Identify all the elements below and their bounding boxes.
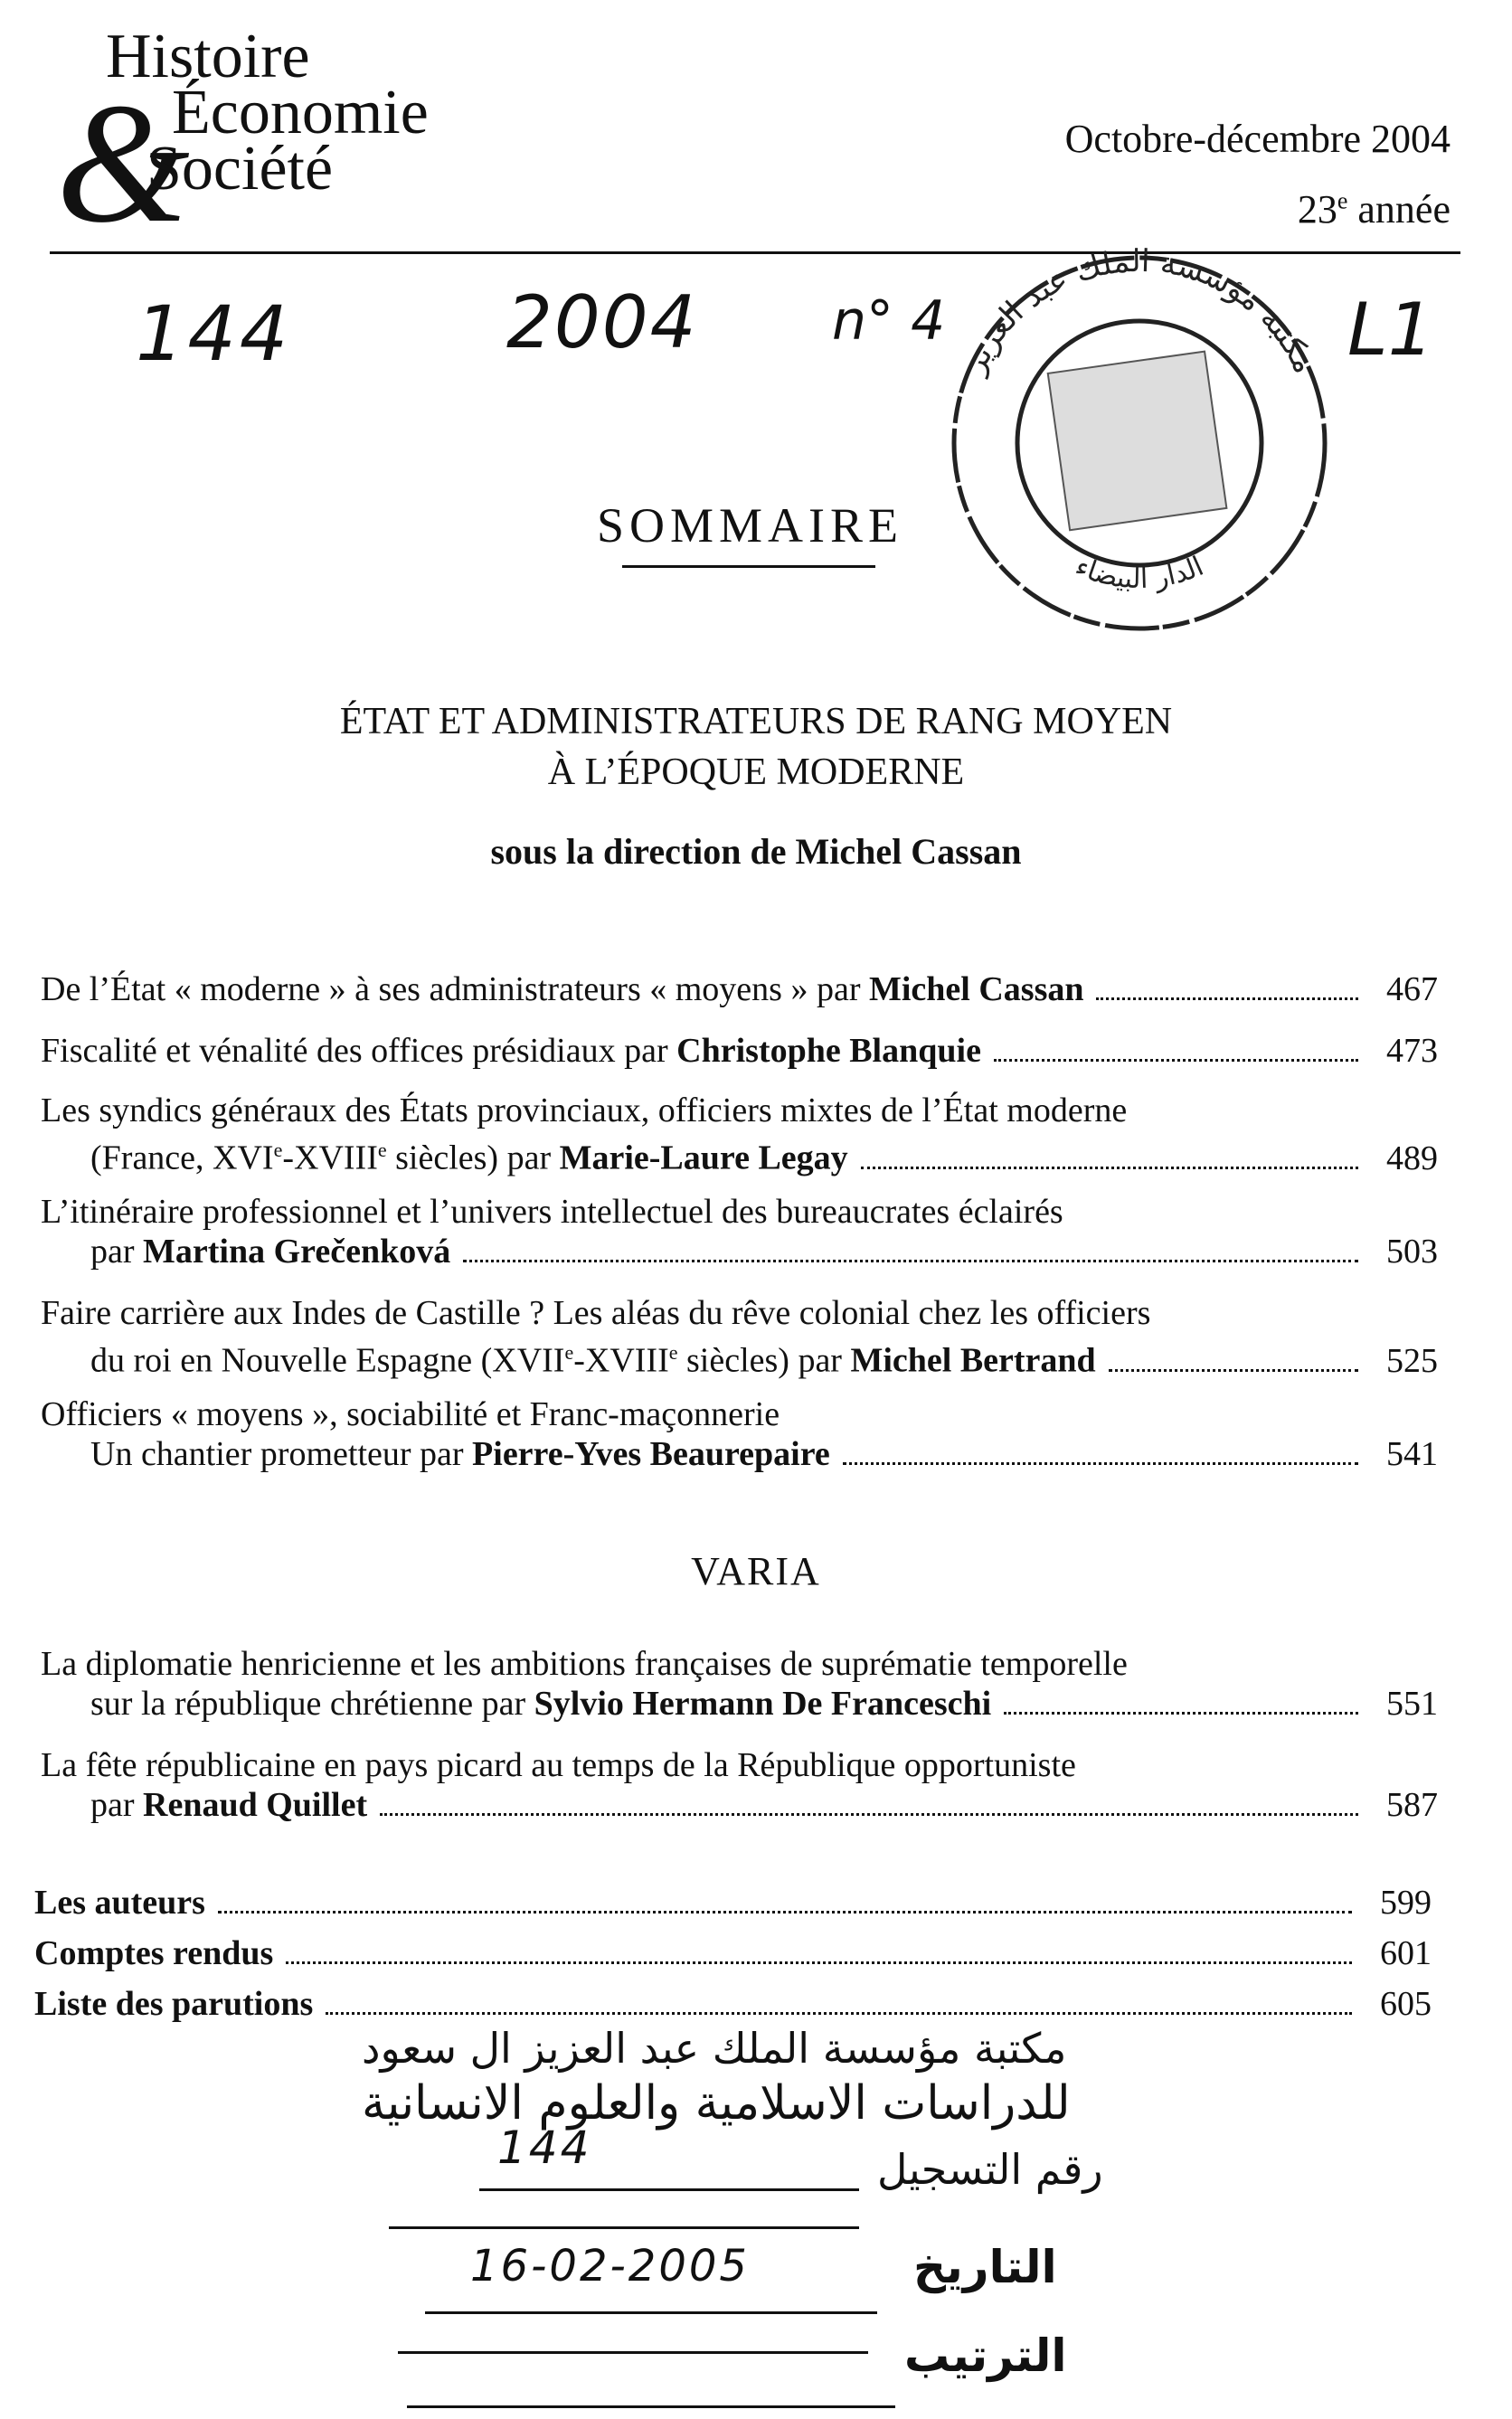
entry-title-part: par [90,1233,135,1271]
entry-title-part: -XVIII [282,1139,378,1177]
dossier-title-line2: À L’ÉPOQUE MODERNE [547,751,965,793]
entry-page: 599 [1380,1884,1432,1922]
stamp-arc-bottom-text: الدار البيضاء [1070,550,1209,596]
toc-entry[interactable] [41,1091,1438,1178]
date-label: التاريخ [913,2241,1057,2293]
entry-author: Michel Cassan [868,970,1084,1008]
order-label: الترتيب [904,2329,1067,2382]
entry-page: 489 [1386,1139,1438,1177]
toc-entry[interactable] [41,1192,1438,1271]
back-matter-label: Les auteurs [34,1884,205,1922]
issue-year-number: 23 [1297,187,1337,232]
back-matter-entry[interactable] [34,1883,1432,1923]
entry-page: 467 [1386,970,1438,1008]
page-title: SOMMAIRE [597,498,904,553]
leader-dots [843,1462,1358,1465]
handwritten-issue-number: n° 4 [832,289,946,353]
entry-page: 587 [1386,1786,1438,1824]
back-matter-label: Comptes rendus [34,1934,274,1972]
toc-entry[interactable] [41,969,1438,1009]
leader-dots [380,1813,1358,1816]
entry-title-line1: Les syndics généraux des États provinciaux, officiers mixtes de l’État moderne [41,1091,1128,1129]
leader-dots [463,1260,1358,1262]
leader-dots [326,2012,1352,2015]
leader-dots [218,1911,1352,1913]
logo-ampersand: & [56,69,190,259]
toc-entry[interactable] [41,1293,1438,1381]
entry-author: Pierre-Yves Beaurepaire [472,1435,830,1473]
handwritten-code: L1 [1347,288,1434,372]
entry-author: Michel Bertrand [850,1341,1096,1380]
toc-entry[interactable] [41,1644,1438,1724]
issue-year-word: année [1357,187,1451,232]
logo-histoire: Histoire [106,22,310,91]
entry-page: 473 [1386,1032,1438,1070]
entry-author: Martina Grečenková [143,1233,451,1271]
entry-title-part: par [90,1786,135,1824]
back-matter-entry[interactable] [34,1984,1432,2024]
handwritten-number: 144 [136,289,292,378]
entry-author: Christophe Blanquie [676,1032,981,1070]
handwritten-registration-number: 144 [497,2121,592,2174]
entry-title-part: (France, XVI [90,1139,274,1177]
entry-page: 541 [1386,1435,1438,1473]
back-matter-label: Liste des parutions [34,1985,314,2023]
entry-title-line1: La fête républicaine en pays picard au temps de la République opportuniste [41,1746,1076,1784]
editor-name: Michel Cassan [795,831,1022,872]
entry-title-line1: La diplomatie henricienne et les ambitions françaises de suprématie temporelle [41,1645,1128,1683]
handwritten-registration-date: 16-02-2005 [470,2241,750,2291]
leader-dots [1004,1712,1358,1715]
entry-title-part: siècles) par [386,1139,552,1177]
stamp-line2: للدراسات الاسلامية والعلوم الانسانية [362,2076,1071,2131]
entry-title-part: siècles) par [677,1341,842,1380]
issue-date: Octobre-décembre 2004 [1064,117,1451,161]
entry-author: Renaud Quillet [143,1786,368,1824]
entry-title-part: sur la république chrétienne par [90,1685,526,1723]
entry-author: Marie-Laure Legay [559,1139,848,1177]
entry-title-line1: Faire carrière aux Indes de Castille ? Les aléas du rêve colonial chez les officiers [41,1294,1151,1332]
varia-heading: VARIA [691,1549,821,1593]
stamp-arc-top-text: مكتبة مؤسسة الملك عبد العزيز [956,242,1323,380]
leader-dots [1096,997,1358,1000]
leader-dots [994,1059,1358,1062]
toc-entry[interactable] [41,1031,1438,1071]
superscript: e [668,1341,678,1364]
entry-page: 605 [1380,1985,1432,2023]
leader-dots [1109,1369,1358,1372]
entry-page: 551 [1386,1685,1438,1723]
issue-year-suffix: e [1337,187,1348,214]
leader-dots [286,1961,1352,1964]
toc-entry[interactable] [41,1745,1438,1825]
entry-title-part: du roi en Nouvelle Espagne (XVII [90,1341,565,1380]
handwritten-year: 2004 [506,280,698,364]
logo-economie: Économie [172,78,429,147]
entry-title-part: -XVIII [573,1341,669,1380]
editor-prefix: sous la direction de [490,831,787,872]
entry-title: Fiscalité et vénalité des offices présidiaux par [41,1032,668,1070]
superscript: e [564,1341,574,1364]
entry-title-part: Un chantier prometteur par [90,1435,464,1473]
back-matter-entry[interactable] [34,1933,1432,1973]
superscript: e [377,1139,387,1161]
toc-entry[interactable] [41,1394,1438,1474]
logo-societe: Société [146,134,334,203]
entry-page: 601 [1380,1934,1432,1972]
entry-title-line1: L’itinéraire professionnel et l’univers intellectuel des bureaucrates éclairés [41,1193,1063,1231]
entry-title: De l’État « moderne » à ses administrateurs « moyens » par [41,970,861,1008]
entry-page: 503 [1386,1233,1438,1271]
entry-page: 525 [1386,1341,1438,1380]
entry-author: Sylvio Hermann De Franceschi [534,1685,992,1723]
registration-label: رقم التسجيل [877,2145,1103,2194]
superscript: e [273,1139,283,1161]
leader-dots [861,1167,1358,1169]
stamp-line1: مكتبة مؤسسة الملك عبد العزيز ال سعود [362,2024,1067,2073]
dossier-title-line1: ÉTAT ET ADMINISTRATEURS DE RANG MOYEN [339,701,1173,742]
entry-title-line1: Officiers « moyens », sociabilité et Franc-maçonnerie [41,1395,780,1433]
